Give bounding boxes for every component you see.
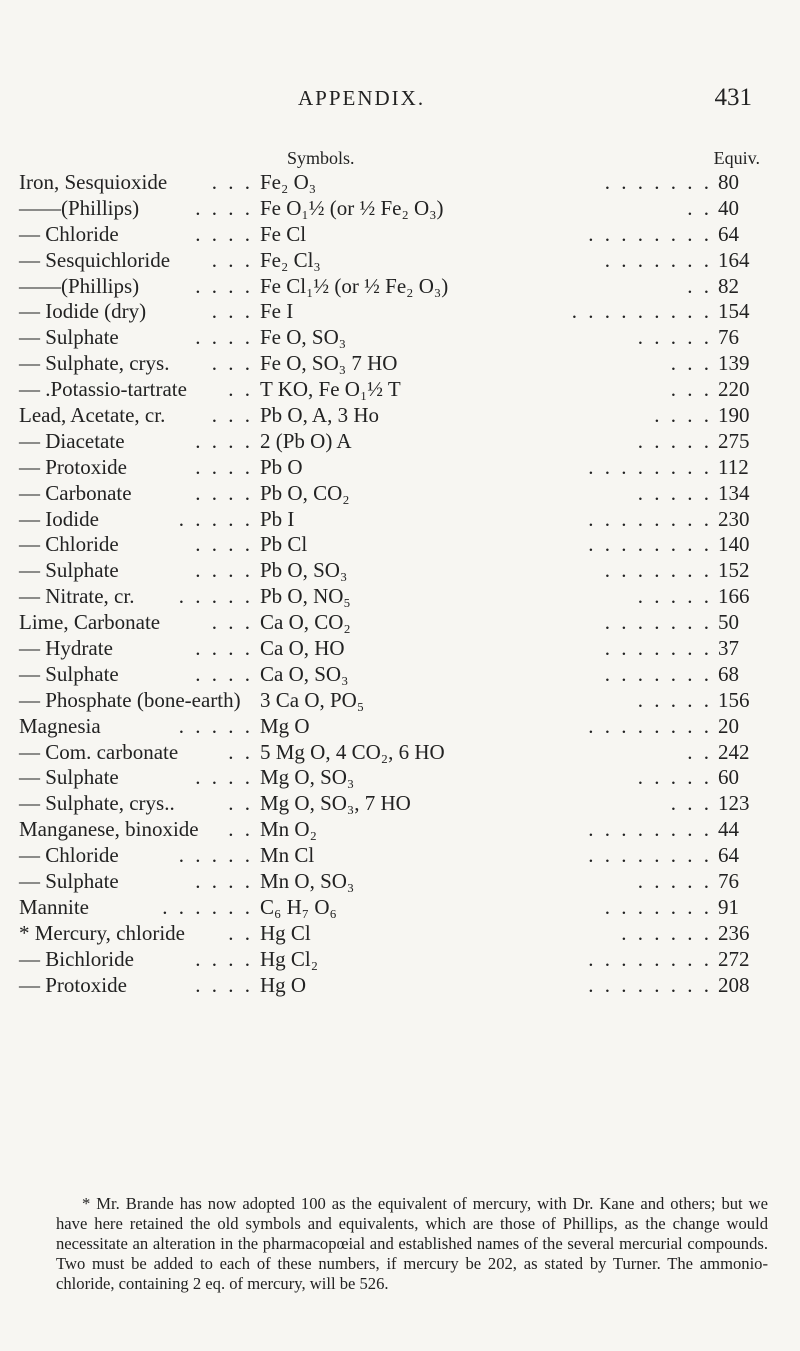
chemical-formula: Pb O	[260, 454, 303, 479]
equivalent-value: 236	[718, 920, 750, 945]
equivalent-value: 91	[718, 894, 739, 919]
leader-dots: . . . .	[195, 195, 253, 220]
leader-dots: . . . .	[654, 403, 712, 428]
compound-name: Lime, Carbonate	[19, 610, 161, 635]
leader-dots: . . . . . . . .	[588, 506, 712, 531]
compound-name: Iron, Sesquioxide	[19, 170, 168, 194]
chemical-formula: Mn O, SO₃	[260, 869, 355, 894]
page-number: 431	[714, 84, 752, 111]
compound-name: Manganese, binoxide	[19, 817, 199, 842]
table-row	[0, 895, 800, 921]
equivalent-value: 112	[718, 454, 749, 479]
compound-name: — Nitrate, cr.	[19, 584, 135, 609]
compound-name: — Phosphate (bone-earth)	[19, 687, 241, 712]
equivalent-value: 76	[718, 869, 739, 894]
table-row	[0, 636, 800, 662]
page-header	[0, 84, 800, 124]
leader-dots: . . . . . . . .	[588, 817, 712, 842]
leader-dots: . .	[228, 920, 253, 945]
leader-dots: . . . .	[195, 946, 253, 971]
equivalent-value: 123	[718, 791, 750, 816]
chemical-formula: Fe Cl₁½ (or ½ Fe₂ O₃)	[260, 273, 449, 298]
leader-dots: . . . . .	[637, 428, 712, 453]
leader-dots: . . . . .	[637, 765, 712, 790]
leader-dots: . . . .	[195, 532, 253, 557]
compound-name: — Chloride	[19, 532, 119, 557]
leader-dots: . . . . .	[637, 325, 712, 350]
compound-name: — .Potassio-tartrate	[19, 377, 187, 402]
leader-dots: . .	[687, 273, 712, 298]
compound-name: — Carbonate	[19, 480, 132, 505]
chemical-formula: Hg Cl	[260, 920, 311, 945]
chemical-formula: Pb I	[260, 506, 295, 531]
table-row	[0, 532, 800, 558]
chemical-formula: Ca O, SO₃	[260, 661, 349, 686]
compound-name: — Sulphate, crys..	[19, 791, 175, 816]
equivalent-value: 64	[718, 221, 739, 246]
equivalent-value: 44	[718, 817, 739, 842]
compound-name: * Mercury, chloride	[19, 920, 185, 945]
equivalent-value: 190	[718, 403, 750, 428]
chemical-formula: Mn Cl	[260, 843, 315, 868]
equivalent-value: 37	[718, 636, 739, 661]
leader-dots: . . . . . . .	[604, 558, 712, 583]
compound-name: — Com. carbonate	[19, 739, 179, 764]
leader-dots: . .	[687, 195, 712, 220]
leader-dots: . . . . . . .	[604, 247, 712, 272]
table-row	[0, 377, 800, 403]
leader-dots: . . . . . . . .	[588, 532, 712, 557]
equivalent-value: 164	[718, 247, 750, 272]
compound-name: — Protoxide	[19, 454, 127, 479]
leader-dots: . . . .	[195, 869, 253, 894]
leader-dots: . . . . . . . .	[588, 946, 712, 971]
chemical-formula: Ca O, HO	[260, 636, 345, 661]
leader-dots: . . . . .	[637, 480, 712, 505]
compound-name: — Iodide	[19, 506, 99, 531]
leader-dots: . . .	[211, 403, 253, 428]
table-row	[0, 947, 800, 973]
compound-name: — Sulphate	[19, 869, 119, 894]
chemical-formula: Mn O₂	[260, 817, 317, 842]
compound-name: ——(Phillips)	[19, 273, 140, 298]
chemical-formula: Ca O, CO₂	[260, 610, 351, 635]
equivalent-value: 20	[718, 713, 739, 738]
leader-dots: . . . . .	[178, 506, 253, 531]
leader-dots: . . . . . .	[162, 894, 253, 919]
leader-dots: . .	[228, 791, 253, 816]
equivalent-value: 76	[718, 325, 739, 350]
equivalent-value: 134	[718, 480, 750, 505]
table-row	[0, 610, 800, 636]
leader-dots: . .	[228, 377, 253, 402]
table-row	[0, 688, 800, 714]
leader-dots: . . .	[670, 791, 712, 816]
compound-name: — Protoxide	[19, 972, 127, 997]
equivalent-value: 82	[718, 273, 739, 298]
leader-dots: . . .	[211, 299, 253, 324]
leader-dots: . . . . .	[178, 584, 253, 609]
leader-dots: . . . .	[195, 454, 253, 479]
table-row	[0, 351, 800, 377]
chemical-formula: Fe I	[260, 299, 294, 324]
leader-dots: . . .	[670, 377, 712, 402]
equiv-column-header: Equiv.	[713, 148, 760, 168]
leader-dots: . . . . . . .	[604, 636, 712, 661]
compound-name: ——(Phillips)	[19, 195, 140, 220]
chemical-formula: Mg O, SO₃, 7 HO	[260, 791, 411, 816]
equivalent-value: 139	[718, 351, 750, 376]
leader-dots: . . .	[211, 170, 253, 194]
equivalent-value: 154	[718, 299, 750, 324]
compound-name: — Sesquichloride	[19, 247, 171, 272]
equivalent-value: 166	[718, 584, 750, 609]
equivalent-value: 140	[718, 532, 750, 557]
table-row	[0, 817, 800, 843]
table-row	[0, 921, 800, 947]
equivalent-value: 242	[718, 739, 750, 764]
leader-dots: . . .	[211, 351, 253, 376]
compound-name: — Chloride	[19, 843, 119, 868]
table-row	[0, 765, 800, 791]
leader-dots: . . . .	[195, 480, 253, 505]
table-row	[0, 429, 800, 455]
equivalent-value: 220	[718, 377, 750, 402]
leader-dots: . . . .	[195, 972, 253, 997]
leader-dots: . . . . . . .	[604, 894, 712, 919]
leader-dots: . . . . .	[637, 869, 712, 894]
equivalent-value: 156	[718, 687, 750, 712]
chemical-formula: Pb O, SO₃	[260, 558, 348, 583]
leader-dots: . . . . . . .	[604, 170, 712, 194]
chemical-formula: T KO, Fe O₁½ T	[260, 377, 401, 402]
chemical-formula: 3 Ca O, PO₅	[260, 687, 365, 712]
leader-dots: . .	[228, 817, 253, 842]
table-row	[0, 196, 800, 222]
chemical-formula: Hg O	[260, 972, 307, 997]
leader-dots: . . . . .	[178, 843, 253, 868]
equivalent-value: 208	[718, 972, 750, 997]
compound-name: — Sulphate, crys.	[19, 351, 170, 376]
chemical-formula: Fe Cl	[260, 221, 307, 246]
leader-dots: . . . . . . . .	[588, 972, 712, 997]
equivalent-value: 80	[718, 170, 739, 194]
table-row	[0, 843, 800, 869]
compound-name: — Sulphate	[19, 765, 119, 790]
leader-dots: . . . . . . . .	[588, 221, 712, 246]
leader-dots: . . . .	[195, 661, 253, 686]
equivalent-value: 60	[718, 765, 739, 790]
chemical-formula: Pb O, NO₅	[260, 584, 351, 609]
chemical-formula: Hg Cl₂	[260, 946, 319, 971]
chemical-formula: Pb O, CO₂	[260, 480, 350, 505]
table-row	[0, 558, 800, 584]
chemical-formula: 2 (Pb O) A	[260, 428, 352, 453]
chemical-formula: Pb O, A, 3 Ho	[260, 403, 380, 428]
leader-dots: . . . . . . . .	[588, 713, 712, 738]
column-headers	[0, 148, 800, 172]
chemical-formula: Fe O, SO₃	[260, 325, 347, 350]
leader-dots: . . . . . . . .	[588, 454, 712, 479]
leader-dots: . . .	[670, 351, 712, 376]
table-row	[0, 299, 800, 325]
leader-dots: . . . .	[195, 558, 253, 583]
chemical-formula: Fe O, SO₃ 7 HO	[260, 351, 398, 376]
leader-dots: . . . .	[195, 325, 253, 350]
leader-dots: . . . . .	[637, 687, 712, 712]
chemical-formula: 5 Mg O, 4 CO₂, 6 HO	[260, 739, 445, 764]
table-row	[0, 662, 800, 688]
chemical-formula: Mg O	[260, 713, 310, 738]
chemical-formula: C₆ H₇ O₆	[260, 894, 337, 919]
table-row	[0, 455, 800, 481]
leader-dots: . . . .	[195, 428, 253, 453]
table-row	[0, 248, 800, 274]
chemical-formula: Pb Cl	[260, 532, 308, 557]
leader-dots: . . . .	[195, 765, 253, 790]
equivalent-value: 152	[718, 558, 750, 583]
leader-dots: . . . . . . . .	[588, 843, 712, 868]
compound-name: — Sulphate	[19, 325, 119, 350]
compound-name: — Iodide (dry)	[19, 299, 147, 324]
leader-dots: . . . .	[195, 221, 253, 246]
chemical-formula: Mg O, SO₃	[260, 765, 355, 790]
leader-dots: . .	[687, 739, 712, 764]
table-row	[0, 791, 800, 817]
compound-name: — Diacetate	[19, 428, 125, 453]
compound-name: — Sulphate	[19, 661, 119, 686]
leader-dots: . . . .	[195, 636, 253, 661]
leader-dots: . . . . . . . . .	[571, 299, 712, 324]
table-row	[0, 584, 800, 610]
equivalent-value: 68	[718, 661, 739, 686]
table-row	[0, 714, 800, 740]
compound-name: Mannite	[19, 894, 89, 919]
equivalent-value: 275	[718, 428, 750, 453]
table-row	[0, 869, 800, 895]
chemical-formula: Fe₂ O₃	[260, 170, 317, 194]
table-row	[0, 325, 800, 351]
equivalent-value: 272	[718, 946, 750, 971]
leader-dots: . . . .	[195, 273, 253, 298]
table-row	[0, 274, 800, 300]
compound-name: — Sulphate	[19, 558, 119, 583]
equivalent-value: 230	[718, 506, 750, 531]
leader-dots: . . . . .	[637, 584, 712, 609]
chemical-formula: Fe O₁½ (or ½ Fe₂ O₃)	[260, 195, 444, 220]
leader-dots: . . .	[211, 610, 253, 635]
symbols-column-header: Symbols.	[287, 148, 355, 168]
leader-dots: . . . . .	[178, 713, 253, 738]
footnote: * Mr. Brande has now adopted 100 as the equivalent of mercury, with Dr. Kane and others; but we have here retained the old symbols and equivalents, which are those of Phillips, as the change would necessitate an alteration in the pharmacopœial and established names of the several mercurial compounds. Two must be added to each of these numbers, if mercury be 202, as stated by Turner. The ammonio-chloride, containing 2 eq. of mercury, will be 526.	[56, 1194, 768, 1293]
table-row	[0, 222, 800, 248]
chemical-formula: Fe₂ Cl₃	[260, 247, 321, 272]
equivalent-value: 64	[718, 843, 739, 868]
compound-name: — Bichloride	[19, 946, 134, 971]
compound-name: — Chloride	[19, 221, 119, 246]
compound-table	[0, 170, 800, 999]
running-title: APPENDIX.	[298, 86, 426, 110]
compound-name: Magnesia	[19, 713, 101, 738]
leader-dots: . . . . . . .	[604, 661, 712, 686]
table-row	[0, 170, 800, 196]
table-row	[0, 481, 800, 507]
leader-dots: . . .	[211, 247, 253, 272]
table-row	[0, 507, 800, 533]
leader-dots: . . . . . .	[621, 920, 712, 945]
leader-dots: . .	[228, 739, 253, 764]
table-row	[0, 973, 800, 999]
table-row	[0, 740, 800, 766]
compound-name: Lead, Acetate, cr.	[19, 403, 166, 428]
equivalent-value: 50	[718, 610, 739, 635]
compound-name: — Hydrate	[19, 636, 113, 661]
leader-dots: . . . . . . .	[604, 610, 712, 635]
table-row	[0, 403, 800, 429]
equivalent-value: 40	[718, 195, 739, 220]
